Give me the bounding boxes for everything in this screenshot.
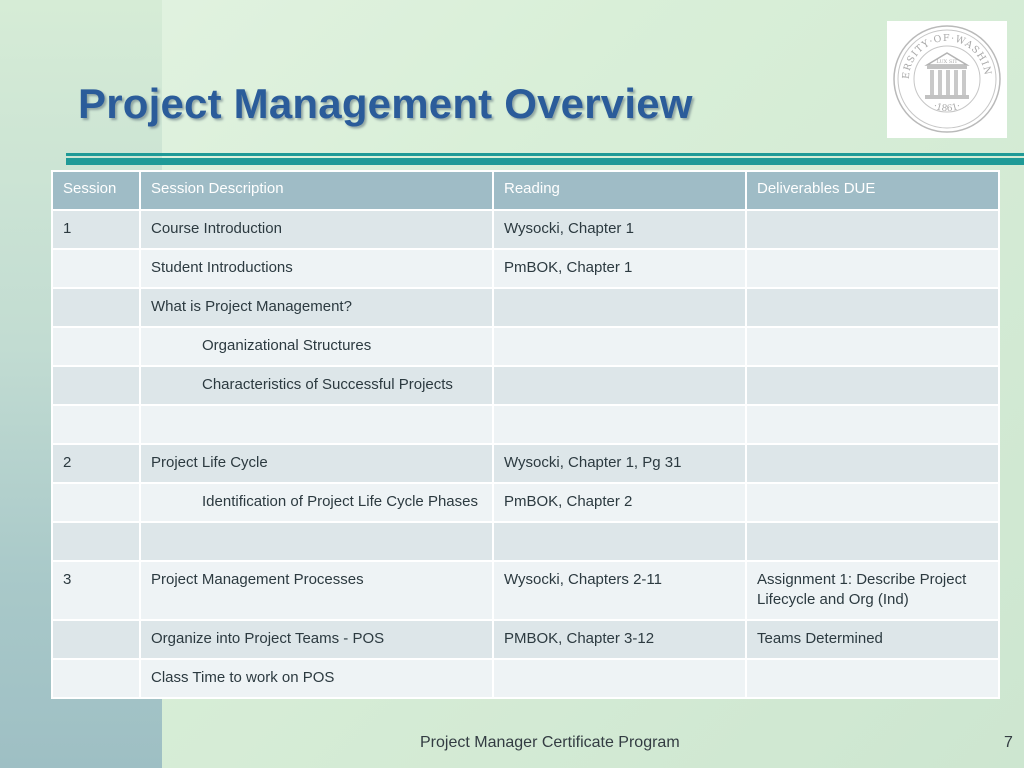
cell-description-text: What is Project Management?: [151, 298, 352, 315]
footer-program-name: Project Manager Certificate Program: [420, 734, 680, 751]
cell-description: [140, 444, 493, 483]
cell-reading: [493, 210, 746, 249]
cell-reading-text: Wysocki, Chapters 2-11: [504, 571, 662, 588]
cell-description: [140, 327, 493, 366]
cell-deliverables: [746, 405, 999, 444]
page-number: 7: [1004, 734, 1013, 751]
header-deliverables-due: Deliverables DUE: [746, 171, 999, 210]
cell-session: [52, 522, 140, 561]
table-row: [52, 659, 999, 698]
title-rule-thin: [66, 153, 1024, 156]
cell-reading: [493, 483, 746, 522]
cell-session-text: 3: [63, 571, 72, 588]
cell-session: [52, 288, 140, 327]
table-row: [52, 210, 999, 249]
table-row: [52, 249, 999, 288]
cell-description-text: Organize into Project Teams - POS: [151, 630, 385, 647]
schedule-table: [51, 170, 1000, 699]
university-seal-logo: [887, 21, 1007, 138]
cell-description: [140, 620, 493, 659]
cell-session: [52, 210, 140, 249]
cell-deliverables: [746, 366, 999, 405]
table-row: [52, 561, 999, 620]
cell-reading: [493, 561, 746, 620]
cell-description-text: Characteristics of Successful Projects: [202, 376, 453, 393]
cell-deliverables: [746, 620, 999, 659]
table-row: [52, 483, 999, 522]
cell-session: [52, 249, 140, 288]
cell-reading: [493, 444, 746, 483]
cell-reading-text: PmBOK, Chapter 2: [504, 493, 633, 510]
cell-deliverables: [746, 210, 999, 249]
cell-deliverables-text: Teams Determined: [757, 630, 883, 647]
svg-text:·1861·: [932, 101, 962, 114]
cell-description: [140, 288, 493, 327]
cell-description: [140, 483, 493, 522]
table-row: [52, 288, 999, 327]
cell-deliverables: [746, 249, 999, 288]
cell-description-text: Course Introduction: [151, 220, 282, 237]
cell-session: [52, 444, 140, 483]
seal-ring-text: ERSITY·OF·WASHIN: [900, 32, 994, 80]
cell-session: [52, 405, 140, 444]
cell-reading: [493, 620, 746, 659]
cell-reading-text: Wysocki, Chapter 1: [504, 220, 634, 237]
header-session: Session: [52, 171, 140, 210]
cell-description: [140, 366, 493, 405]
cell-description: [140, 249, 493, 288]
cell-reading: [493, 659, 746, 698]
cell-description: [140, 210, 493, 249]
cell-description: [140, 561, 493, 620]
table-row: [52, 620, 999, 659]
cell-session: [52, 366, 140, 405]
header-session-description: Session Description: [140, 171, 493, 210]
cell-session: [52, 620, 140, 659]
cell-reading: [493, 288, 746, 327]
cell-description: [140, 659, 493, 698]
slide-title: Project Management Overview: [78, 80, 693, 127]
cell-session: [52, 659, 140, 698]
cell-reading-text: PMBOK, Chapter 3-12: [504, 630, 655, 647]
table-row: [52, 366, 999, 405]
cell-description: [140, 522, 493, 561]
table-row: [52, 405, 999, 444]
seal-motto: LUX SIT: [936, 59, 958, 65]
cell-deliverables-text: Assignment 1: Describe Project Lifecycle and Org (Ind): [757, 571, 967, 608]
cell-description: [140, 405, 493, 444]
cell-description-text: Student Introductions: [151, 259, 293, 276]
cell-reading: [493, 522, 746, 561]
table-row: [52, 522, 999, 561]
cell-reading: [493, 249, 746, 288]
cell-reading-text: PmBOK, Chapter 1: [504, 259, 633, 276]
cell-session: [52, 483, 140, 522]
cell-deliverables: [746, 288, 999, 327]
table-row: [52, 327, 999, 366]
cell-session: [52, 327, 140, 366]
cell-description-text: Organizational Structures: [202, 337, 372, 354]
cell-reading-text: Wysocki, Chapter 1, Pg 31: [504, 454, 682, 471]
title-rule-thick: [66, 158, 1024, 165]
cell-session: [52, 561, 140, 620]
cell-description-text: Project Life Cycle: [151, 454, 268, 471]
cell-description-text: Identification of Project Life Cycle Phases: [202, 493, 478, 510]
cell-session-text: 1: [63, 220, 72, 237]
cell-deliverables: [746, 522, 999, 561]
cell-description-text: Project Management Processes: [151, 571, 364, 588]
cell-deliverables: [746, 327, 999, 366]
cell-deliverables: [746, 444, 999, 483]
header-reading: Reading: [493, 171, 746, 210]
cell-reading: [493, 366, 746, 405]
cell-deliverables: [746, 561, 999, 620]
cell-deliverables: [746, 483, 999, 522]
cell-description-text: Class Time to work on POS: [151, 669, 335, 686]
cell-deliverables: [746, 659, 999, 698]
table-row: [52, 444, 999, 483]
cell-session-text: 2: [63, 454, 72, 471]
cell-reading: [493, 327, 746, 366]
table-body: [52, 210, 999, 698]
cell-reading: [493, 405, 746, 444]
seal-year-text: ·1861·: [931, 101, 963, 115]
table-header-row: [52, 171, 999, 210]
